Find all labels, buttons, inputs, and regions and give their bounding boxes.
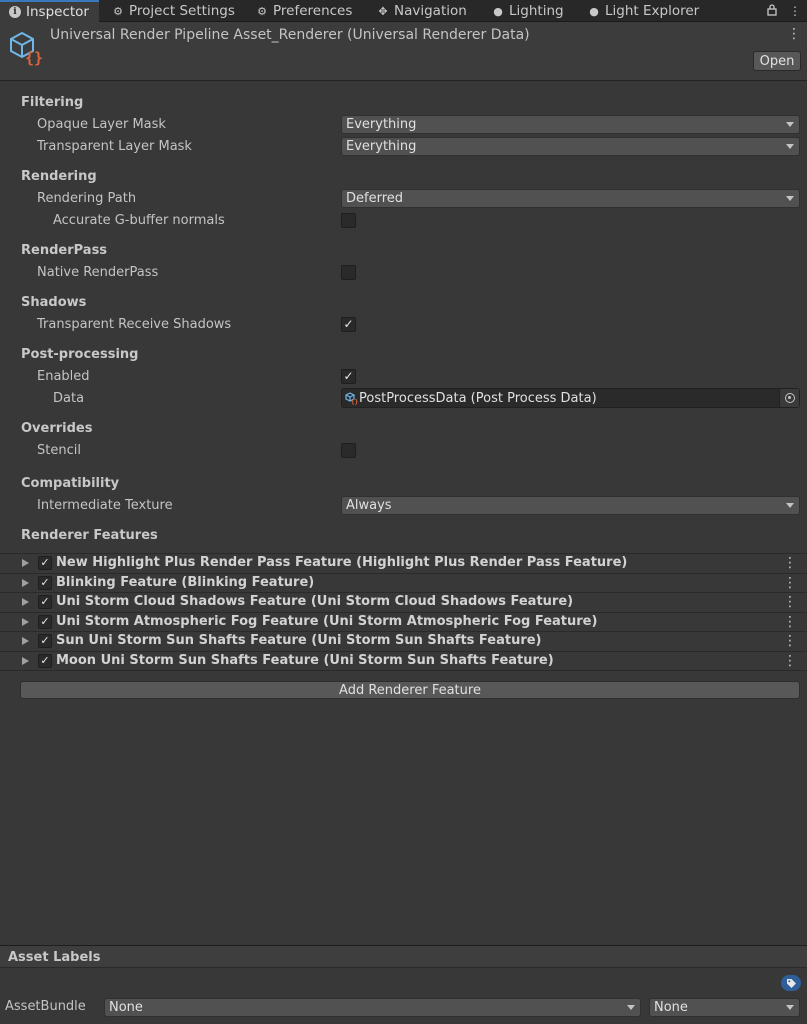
stencil-checkbox[interactable] xyxy=(341,443,356,458)
feature-name: Sun Uni Storm Sun Shafts Feature (Uni Storm Sun Shafts Feature) xyxy=(56,633,542,648)
kebab-menu-icon[interactable]: ⋮ xyxy=(783,653,797,669)
feature-name: Uni Storm Atmospheric Fog Feature (Uni Storm Atmospheric Fog Feature) xyxy=(56,614,598,629)
kebab-menu-icon[interactable]: ⋮ xyxy=(789,4,801,18)
section-compatibility-title: Compatibility xyxy=(21,476,120,491)
stencil-label: Stencil xyxy=(37,443,81,458)
section-shadows-title: Shadows xyxy=(21,295,87,310)
dropdown-value: None xyxy=(109,1000,143,1015)
feature-name: New Highlight Plus Render Pass Feature (Highlight Plus Render Pass Feature) xyxy=(56,555,628,570)
kebab-menu-icon[interactable]: ⋮ xyxy=(783,633,797,649)
inspector-header xyxy=(0,22,807,81)
dropdown-arrow-icon xyxy=(786,503,794,508)
native-renderpass-label: Native RenderPass xyxy=(37,265,159,280)
dropdown-arrow-icon xyxy=(786,122,794,127)
tab-project-settings[interactable] xyxy=(112,0,235,22)
transparent-layer-mask-dropdown[interactable] xyxy=(341,137,800,156)
accurate-gbuffer-normals-label: Accurate G-buffer normals xyxy=(53,213,225,228)
tab-label: Navigation xyxy=(394,3,467,19)
dropdown-value: None xyxy=(654,1000,688,1015)
feature-enabled-checkbox[interactable]: ✓ xyxy=(38,556,52,570)
postprocessing-enabled-checkbox[interactable]: ✓ xyxy=(341,369,356,384)
renderer-feature-row[interactable] xyxy=(0,553,807,573)
asset-labels-bar[interactable] xyxy=(0,945,807,968)
section-rendering-title: Rendering xyxy=(21,169,97,184)
dropdown-arrow-icon xyxy=(786,144,794,149)
dropdown-value: Deferred xyxy=(346,191,404,206)
opaque-layer-mask-dropdown[interactable] xyxy=(341,115,800,134)
renderer-feature-row[interactable] xyxy=(0,573,807,593)
transparent-layer-mask-label: Transparent Layer Mask xyxy=(37,139,192,154)
native-renderpass-checkbox[interactable] xyxy=(341,265,356,280)
object-field-value: PostProcessData (Post Process Data) xyxy=(359,390,597,406)
renderer-feature-row[interactable] xyxy=(0,612,807,632)
svg-text:{}: {} xyxy=(351,399,359,406)
dropdown-value: Everything xyxy=(346,139,417,154)
section-overrides-title: Overrides xyxy=(21,421,93,436)
tab-label: Project Settings xyxy=(129,3,235,19)
info-icon: i xyxy=(9,6,21,18)
renderer-feature-row[interactable] xyxy=(0,651,807,671)
tab-preferences[interactable] xyxy=(256,0,352,22)
divider xyxy=(0,670,807,671)
foldout-arrow-icon[interactable] xyxy=(22,637,29,645)
add-renderer-feature-button[interactable]: Add Renderer Feature xyxy=(20,681,800,699)
tab-label: Inspector xyxy=(26,4,89,20)
foldout-arrow-icon[interactable] xyxy=(22,579,29,587)
asset-bundle-label: AssetBundle xyxy=(5,999,86,1014)
dropdown-value: Everything xyxy=(346,117,417,132)
tab-bar-controls xyxy=(767,0,801,22)
lock-icon[interactable] xyxy=(767,4,777,19)
tab-navigation[interactable] xyxy=(377,0,467,22)
section-filtering-title: Filtering xyxy=(21,95,84,110)
gear-icon: ⚙ xyxy=(257,4,267,18)
tab-label: Light Explorer xyxy=(605,3,700,19)
svg-text:{}: {} xyxy=(25,49,44,67)
section-renderpass-title: RenderPass xyxy=(21,243,108,258)
foldout-arrow-icon[interactable] xyxy=(22,618,29,626)
object-picker-button[interactable] xyxy=(779,389,799,407)
dropdown-arrow-icon xyxy=(627,1005,635,1010)
feature-enabled-checkbox[interactable]: ✓ xyxy=(38,654,52,668)
feature-name: Moon Uni Storm Sun Shafts Feature (Uni Storm Sun Shafts Feature) xyxy=(56,653,554,668)
foldout-arrow-icon[interactable] xyxy=(22,657,29,665)
open-button[interactable]: Open xyxy=(753,51,801,71)
kebab-menu-icon[interactable]: ⋮ xyxy=(787,26,801,42)
intermediate-texture-dropdown[interactable] xyxy=(341,496,800,515)
dropdown-arrow-icon xyxy=(786,1005,794,1010)
accurate-gbuffer-normals-checkbox[interactable] xyxy=(341,213,356,228)
feature-enabled-checkbox[interactable]: ✓ xyxy=(38,615,52,629)
tab-lighting[interactable] xyxy=(492,0,564,22)
intermediate-texture-label: Intermediate Texture xyxy=(37,498,173,513)
dropdown-value: Always xyxy=(346,498,392,513)
feature-name: Uni Storm Cloud Shadows Feature (Uni Storm Cloud Shadows Feature) xyxy=(56,594,574,609)
foldout-arrow-icon[interactable] xyxy=(22,598,29,606)
section-postprocessing-title: Post-processing xyxy=(21,347,139,362)
dropdown-arrow-icon xyxy=(786,196,794,201)
postprocessing-enabled-label: Enabled xyxy=(37,369,90,384)
postprocessing-data-field[interactable] xyxy=(341,388,800,408)
postprocessing-data-label: Data xyxy=(53,391,85,406)
kebab-menu-icon[interactable]: ⋮ xyxy=(783,555,797,571)
lightbulb-icon: ● xyxy=(493,4,503,18)
kebab-menu-icon[interactable]: ⋮ xyxy=(783,614,797,630)
feature-enabled-checkbox[interactable]: ✓ xyxy=(38,595,52,609)
asset-bundle-variant-dropdown[interactable] xyxy=(649,998,800,1017)
feature-name: Blinking Feature (Blinking Feature) xyxy=(56,575,315,590)
tag-icon[interactable] xyxy=(781,975,801,991)
opaque-layer-mask-label: Opaque Layer Mask xyxy=(37,117,166,132)
foldout-arrow-icon[interactable] xyxy=(22,559,29,567)
rendering-path-label: Rendering Path xyxy=(37,191,137,206)
lightbulb-icon: ● xyxy=(589,4,599,18)
tab-label: Preferences xyxy=(273,3,353,19)
asset-bundle-name-dropdown[interactable] xyxy=(104,998,641,1017)
transparent-receive-shadows-label: Transparent Receive Shadows xyxy=(37,317,232,332)
kebab-menu-icon[interactable]: ⋮ xyxy=(783,575,797,591)
transparent-receive-shadows-checkbox[interactable]: ✓ xyxy=(341,317,356,332)
object-picker-icon xyxy=(785,393,795,403)
renderer-asset-icon xyxy=(8,30,44,67)
renderer-feature-row[interactable] xyxy=(0,631,807,651)
tab-light-explorer[interactable] xyxy=(588,0,699,22)
renderer-feature-row[interactable] xyxy=(0,592,807,612)
asset-labels-title: Asset Labels xyxy=(8,950,101,965)
kebab-menu-icon[interactable]: ⋮ xyxy=(783,594,797,610)
asset-title: Universal Render Pipeline Asset_Renderer (Universal Renderer Data) xyxy=(50,27,530,43)
tab-label: Lighting xyxy=(509,3,564,19)
feature-enabled-checkbox[interactable]: ✓ xyxy=(38,576,52,590)
tab-bar xyxy=(0,0,807,22)
rendering-path-dropdown[interactable] xyxy=(341,189,800,208)
gear-icon: ⚙ xyxy=(113,4,123,18)
feature-enabled-checkbox[interactable]: ✓ xyxy=(38,634,52,648)
section-renderer-features-title: Renderer Features xyxy=(21,528,158,543)
tab-inspector[interactable] xyxy=(0,0,99,22)
postprocess-data-asset-icon xyxy=(345,392,357,404)
navigation-icon: ✥ xyxy=(378,4,388,18)
